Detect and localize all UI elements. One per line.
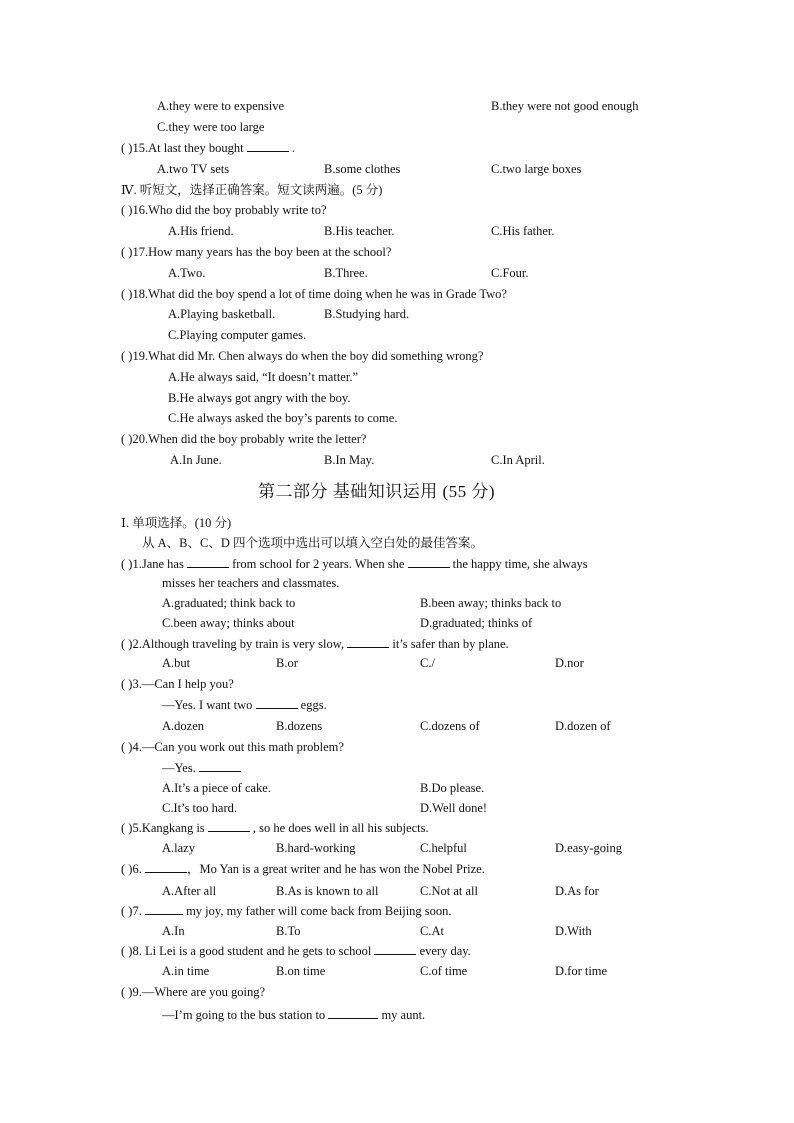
q2-option-b: B.or	[276, 656, 298, 670]
q8-option-c: C.of time	[420, 964, 468, 978]
q16-option-a: A.His friend.	[168, 224, 234, 238]
q5-option-c: C.helpful	[420, 841, 467, 855]
q20-option-b: B.In May.	[324, 453, 375, 467]
q20-option-a: A.In June.	[170, 453, 222, 467]
q2-option-d: D.nor	[555, 656, 584, 670]
q1-option-c: C.been away; thinks about	[162, 616, 295, 630]
q17-option-c: C.Four.	[491, 266, 529, 280]
q18-option-a: A.Playing basketball.	[168, 307, 276, 321]
answer-blank	[408, 556, 450, 568]
q6-question: ( )6. ，Mo Yan is a great writer and he has won the Nobel Prize.	[121, 862, 485, 876]
q2-option-a: A.but	[162, 656, 191, 670]
q6-option-c: C.Not at all	[420, 884, 478, 898]
q3-option-c: C.dozens of	[420, 719, 480, 733]
q8-question: ( )8. Li Lei is a good student and he gets to school every day.	[121, 944, 471, 958]
q16-option-c: C.His father.	[491, 224, 555, 238]
q19-option-a: A.He always said, “It doesn’t matter.”	[168, 370, 358, 384]
q1-question: ( )1.Jane has from school for 2 years. When she the happy time, she always	[121, 557, 588, 571]
q3-option-b: B.dozens	[276, 719, 323, 733]
q20-option-c: C.In April.	[491, 453, 545, 467]
answer-paren: ( )	[121, 944, 133, 958]
q6-option-b: B.As is known to all	[276, 884, 379, 898]
q17-option-a: A.Two.	[168, 266, 206, 280]
q3-option-a: A.dozen	[162, 719, 204, 733]
q4-option-d: D.Well done!	[420, 801, 488, 815]
q1-question-line2: misses her teachers and classmates.	[162, 576, 340, 590]
q16-option-b: B.His teacher.	[324, 224, 395, 238]
q8-option-d: D.for time	[555, 964, 608, 978]
section1-heading: Ⅰ. 单项选择。(10 分)	[121, 516, 232, 530]
q15-stem-b: .	[291, 141, 295, 155]
q4-option-a: A.It’s a piece of cake.	[162, 781, 271, 795]
q5-option-a: A.lazy	[162, 841, 195, 855]
q5-question: ( )5.Kangkang is , so he does well in all his subjects.	[121, 821, 429, 835]
q14-option-a: A.they were to expensive	[157, 99, 285, 113]
q15-question	[121, 140, 295, 156]
answer-paren: ( )	[121, 141, 133, 155]
answer-blank	[247, 140, 289, 152]
q4-option-b: B.Do please.	[420, 781, 485, 795]
answer-paren: ( )	[121, 862, 133, 876]
q18-question: ( )18.What did the boy spend a lot of time doing when he was in Grade Two?	[121, 287, 507, 301]
answer-blank	[187, 556, 229, 568]
q8-option-b: B.on time	[276, 964, 326, 978]
q7-question: ( )7. my joy, my father will come back from Beijing soon.	[121, 904, 452, 918]
q2-question: ( )2.Although traveling by train is very slow, it’s safer than by plane.	[121, 637, 509, 651]
q4-question-line2: —Yes.	[162, 760, 241, 776]
q4-question: ( )4.—Can you work out this math problem?	[121, 740, 344, 754]
answer-blank	[199, 760, 241, 772]
answer-paren: ( )	[121, 557, 133, 571]
q14-option-c: C.they were too large	[157, 120, 265, 134]
part2-heading: 第二部分 基础知识运用 (55 分)	[258, 482, 496, 501]
q15-option-a: A.two TV sets	[157, 162, 230, 176]
q19-option-c: C.He always asked the boy’s parents to come.	[168, 411, 398, 425]
q19-option-b: B.He always got angry with the boy.	[168, 391, 351, 405]
answer-blank	[145, 903, 183, 915]
q16-question: ( )16.Who did the boy probably write to?	[121, 203, 327, 217]
q18-option-b: B.Studying hard.	[324, 307, 410, 321]
answer-blank	[145, 861, 187, 873]
q7-option-c: C.At	[420, 924, 444, 938]
q7-option-a: A.In	[162, 924, 185, 938]
q6-option-a: A.After all	[162, 884, 217, 898]
q15-option-b: B.some clothes	[324, 162, 401, 176]
q8-option-a: A.in time	[162, 964, 210, 978]
q17-question: ( )17.How many years has the boy been at the school?	[121, 245, 392, 259]
q17-option-b: B.Three.	[324, 266, 368, 280]
answer-blank	[347, 636, 389, 648]
section1-instruction: 从 A、B、C、D 四个选项中选出可以填入空白处的最佳答案。	[142, 536, 483, 550]
q14-option-b: B.they were not good enough	[491, 99, 639, 113]
q6-option-d: D.As for	[555, 884, 599, 898]
answer-blank	[208, 820, 250, 832]
q4-option-c: C.It’s too hard.	[162, 801, 237, 815]
q3-question-line2: —Yes. I want two eggs.	[162, 698, 327, 712]
q1-option-b: B.been away; thinks back to	[420, 596, 562, 610]
q19-question: ( )19.What did Mr. Chen always do when the boy did something wrong?	[121, 349, 484, 363]
q9-question: ( )9.—Where are you going?	[121, 985, 266, 999]
q15-stem-a: 15.At last they bought	[132, 141, 244, 155]
answer-paren: ( )	[121, 904, 133, 918]
q2-option-c: C./	[420, 656, 435, 670]
answer-blank	[256, 697, 298, 709]
section4-heading: Ⅳ. 听短文，选择正确答案。短文读两遍。(5 分)	[121, 183, 383, 197]
q7-option-d: D.With	[555, 924, 592, 938]
q3-question: ( )3.—Can I help you?	[121, 677, 234, 691]
q20-question: ( )20.When did the boy probably write the letter?	[121, 432, 367, 446]
answer-paren: ( )	[121, 821, 133, 835]
answer-blank	[328, 1007, 378, 1019]
q5-option-b: B.hard-working	[276, 841, 356, 855]
q7-option-b: B.To	[276, 924, 301, 938]
answer-blank	[374, 943, 416, 955]
q1-option-a: A.graduated; think back to	[162, 596, 296, 610]
q3-option-d: D.dozen of	[555, 719, 611, 733]
q5-option-d: D.easy-going	[555, 841, 622, 855]
answer-paren: ( )	[121, 637, 133, 651]
q18-option-c: C.Playing computer games.	[168, 328, 307, 342]
q15-option-c: C.two large boxes	[491, 162, 582, 176]
q9-question-line2: —I’m going to the bus station to my aunt.	[162, 1008, 426, 1022]
q1-option-d: D.graduated; thinks of	[420, 616, 533, 630]
